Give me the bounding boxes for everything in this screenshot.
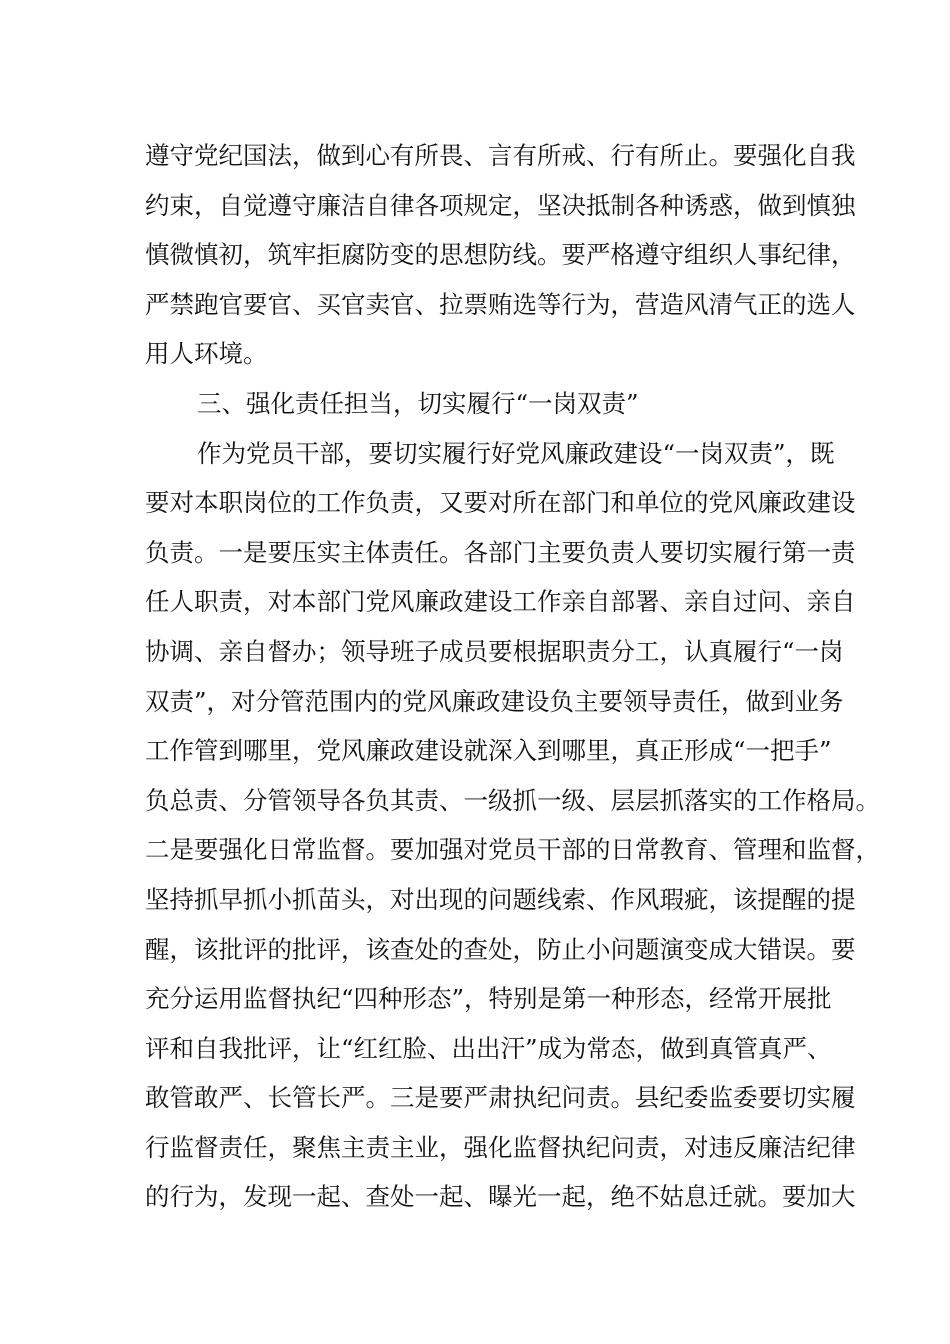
text-line: 慎微慎初，筑牢拒腐防变的思想防线。要严格遵守组织人事纪律，	[145, 240, 856, 270]
text-line: 行监督责任，聚焦主责主业，强化监督执纪问责，对违反廉洁纪律	[145, 1132, 856, 1162]
text-line: 作为党员干部，要切实履行好党风廉政建设“一岗双责”，既	[197, 438, 835, 468]
text-line: 醒，该批评的批评，该查处的查处，防止小问题演变成大错误。要	[145, 934, 856, 964]
section-heading: 三、强化责任担当，切实履行“一岗双责”	[197, 388, 639, 418]
text-line: 二是要强化日常监督。要加强对党员干部的日常教育、管理和监督，	[145, 835, 880, 865]
text-line: 要对本职岗位的工作负责，又要对所在部门和单位的党风廉政建设	[145, 488, 856, 518]
text-line: 评和自我批评，让“红红脸、出出汗”成为常态，做到真管真严、	[145, 1033, 832, 1063]
text-line: 用人环境。	[145, 339, 268, 369]
text-line: 负责。一是要压实主体责任。各部门主要负责人要切实履行第一责	[145, 537, 856, 567]
text-line: 任人职责，对本部门党风廉政建设工作亲自部署、亲自过问、亲自	[145, 587, 856, 617]
text-line: 协调、亲自督办；领导班子成员要根据职责分工，认真履行“一岗	[145, 636, 844, 666]
text-line: 的行为，发现一起、查处一起、曝光一起，绝不姑息迁就。要加大	[145, 1182, 856, 1212]
text-line: 坚持抓早抓小抓苗头，对出现的问题线索、作风瑕疵，该提醒的提	[145, 884, 856, 914]
text-line: 严禁跑官要官、买官卖官、拉票贿选等行为，营造风清气正的选人	[145, 289, 856, 319]
body-text	[145, 131, 880, 1222]
text-line: 双责”，对分管范围内的党风廉政建设负主要领导责任，做到业务	[145, 686, 844, 716]
text-line: 约束，自觉遵守廉洁自律各项规定，坚决抵制各种诱惑，做到慎独	[145, 190, 856, 220]
text-line: 敢管敢严、长管长严。三是要严肃执纪问责。县纪委监委要切实履	[145, 1083, 856, 1113]
text-line: 充分运用监督执纪“四种形态”，特别是第一种形态，经常开展批	[145, 984, 832, 1014]
text-line: 遵守党纪国法，做到心有所畏、言有所戒、行有所止。要强化自我	[145, 141, 856, 170]
text-line: 工作管到哪里，党风廉政建设就深入到哪里，真正形成“一把手”	[145, 736, 832, 766]
text-line: 负总责、分管领导各负其责、一级抓一级、层层抓落实的工作格局。	[145, 785, 880, 815]
